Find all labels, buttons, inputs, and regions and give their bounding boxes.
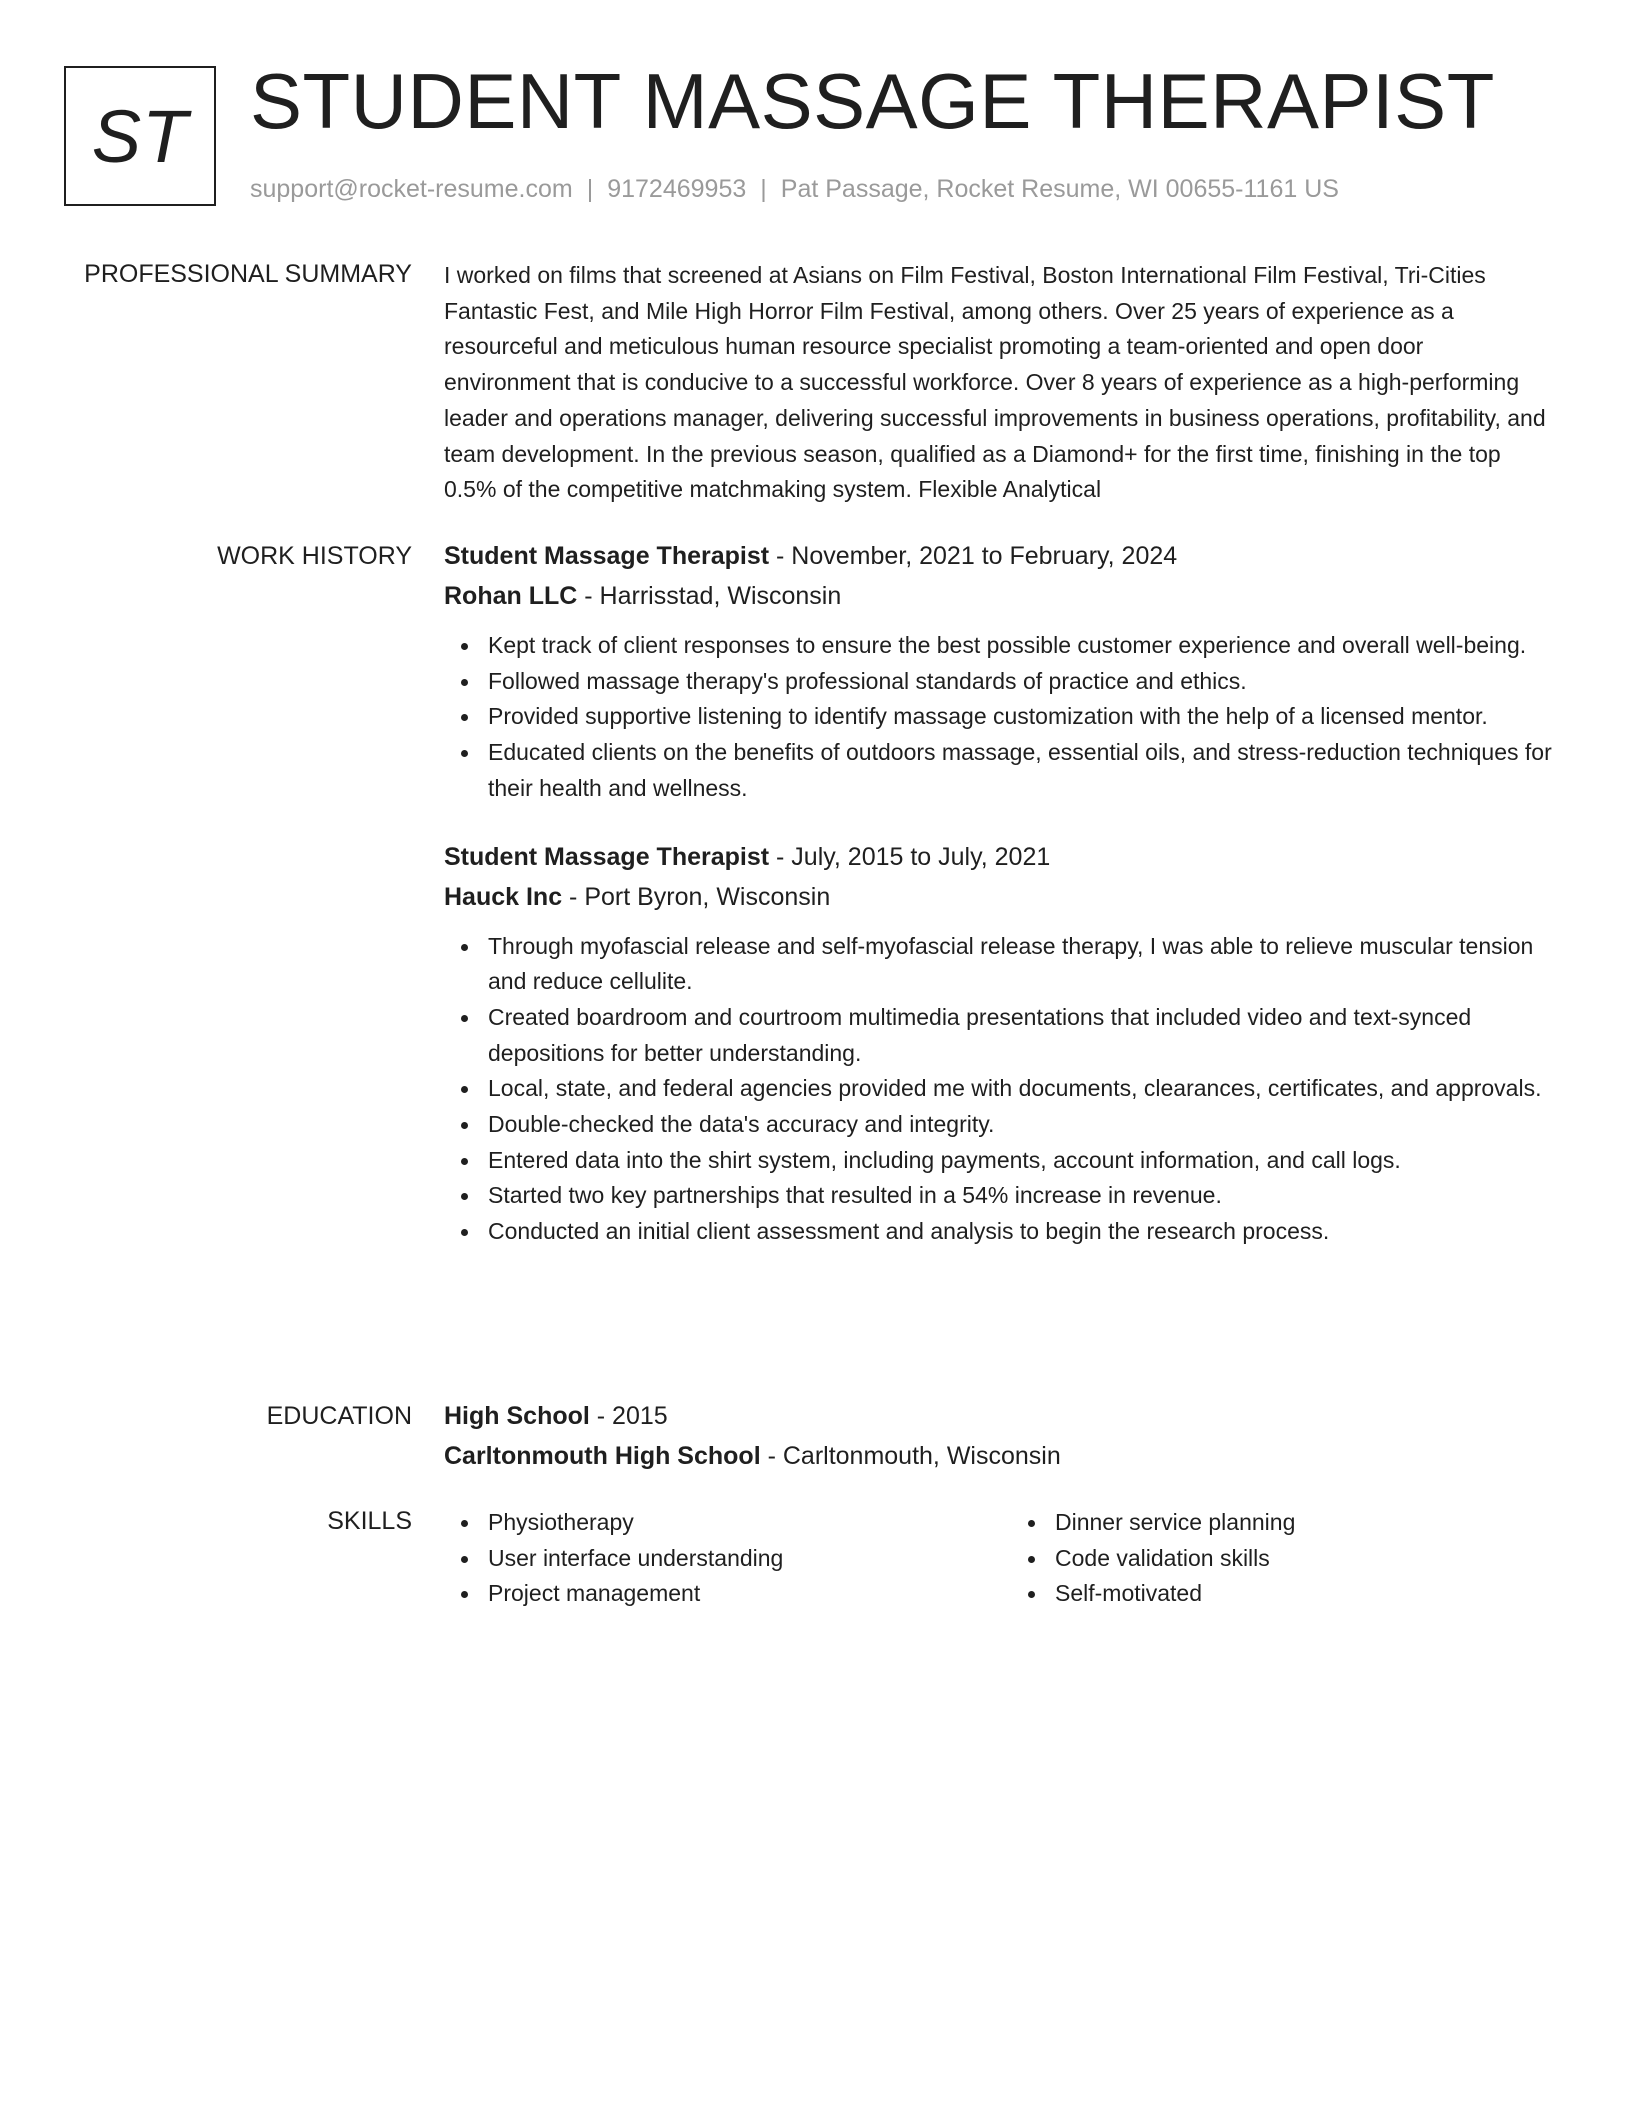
job-bullet: Kept track of client responses to ensure the best possible customer experience and overall well-being. — [488, 628, 1554, 664]
job-bullets — [444, 929, 1554, 1250]
job-bullet: Conducted an initial client assessment and analysis to begin the research process. — [488, 1214, 1554, 1250]
job-bullet: Followed massage therapy's professional standards of practice and ethics. — [488, 664, 1554, 700]
education-school-line — [444, 1436, 1554, 1476]
contact-separator: | — [760, 175, 767, 203]
job-entry — [444, 536, 1554, 807]
summary-body — [444, 258, 1554, 508]
skill-item: Project management — [488, 1576, 1011, 1612]
monogram-box — [64, 66, 216, 206]
skill-item: Physiotherapy — [488, 1505, 1011, 1541]
job-bullet: Through myofascial release and self-myofascial release therapy, I was able to relieve muscular tension and reduce cellulite. — [488, 929, 1554, 1000]
job-company: Hauck Inc — [444, 882, 563, 911]
section-label-work-history: WORK HISTORY — [217, 542, 412, 570]
job-title: Student Massage Therapist — [444, 842, 770, 871]
job-title: Student Massage Therapist — [444, 542, 770, 570]
section-label-summary: PROFESSIONAL SUMMARY — [84, 260, 412, 288]
job-company: Rohan LLC — [444, 582, 578, 610]
job-location: - Port Byron, Wisconsin — [562, 882, 831, 911]
summary-text: I worked on films that screened at Asians on Film Festival, Boston International Film Festival, Tri-Cities Fantastic Fest, and Mile High Horror Film Festival, among others. Over 25 years of experience as a resourceful and meticulous human resource specialist promoting a team-oriented and open door environment that is conducive to a successful workforce. Over 8 years of experience as a high-performing leader and operations manager, delivering successful improvements in business operations, profitability, and team development. In the previous season, qualified as a Diamond+ for the first time, finishing in the top 0.5% of the competitive matchmaking system. Flexible Analytical — [444, 262, 1546, 503]
job-bullet: Provided supportive listening to identify massage customization with the help of a licensed mentor. — [488, 699, 1554, 735]
job-bullet: Entered data into the shirt system, including payments, account information, and call logs. — [488, 1143, 1554, 1179]
job-entry — [444, 837, 1554, 1250]
job-bullet: Double-checked the data's accuracy and integrity. — [488, 1107, 1554, 1143]
education-school: Carltonmouth High School — [444, 1442, 761, 1470]
job-company-line — [444, 877, 1554, 917]
job-bullet: Educated clients on the benefits of outdoors massage, essential oils, and stress-reduction techniques for their health and wellness. — [488, 735, 1554, 806]
skill-item: Code validation skills — [1055, 1541, 1554, 1577]
job-title-line — [444, 536, 1554, 576]
contact-line — [250, 174, 1339, 204]
education-degree-line — [444, 1396, 1554, 1436]
job-bullet: Started two key partnerships that resulted in a 54% increase in revenue. — [488, 1178, 1554, 1214]
job-dates: - November, 2021 to February, 2024 — [769, 542, 1178, 570]
education-year: - 2015 — [589, 1402, 668, 1430]
contact-address: Pat Passage, Rocket Resume, WI 00655-1161 US — [780, 175, 1339, 203]
contact-email: support@rocket-resume.com — [250, 175, 573, 203]
job-location: - Harrisstad, Wisconsin — [577, 582, 842, 610]
skills-column-2 — [1011, 1505, 1554, 1612]
job-bullets — [444, 628, 1554, 807]
job-company-line — [444, 576, 1554, 616]
skills-column-1 — [444, 1505, 1011, 1612]
education-location: - Carltonmouth, Wisconsin — [760, 1442, 1061, 1470]
contact-phone: 9172469953 — [607, 175, 747, 203]
monogram-initials: ST — [91, 94, 189, 178]
skill-item: Dinner service planning — [1055, 1505, 1554, 1541]
skill-item: Self-motivated — [1055, 1576, 1554, 1612]
skills-body — [444, 1505, 1554, 1612]
job-dates: - July, 2015 to July, 2021 — [769, 842, 1051, 871]
section-label-skills: SKILLS — [327, 1507, 412, 1535]
contact-separator: | — [586, 175, 594, 203]
job-title-line — [444, 837, 1554, 877]
education-degree: High School — [444, 1402, 590, 1430]
work-history-body — [444, 536, 1554, 1250]
education-body — [444, 1396, 1554, 1476]
skill-item: User interface understanding — [488, 1541, 1011, 1577]
job-bullet: Local, state, and federal agencies provided me with documents, clearances, certificates, and approvals. — [488, 1071, 1554, 1107]
job-bullet: Created boardroom and courtroom multimedia presentations that included video and text-synced depositions for better understanding. — [488, 1000, 1554, 1071]
section-label-education: EDUCATION — [266, 1402, 412, 1430]
candidate-name: STUDENT MASSAGE THERAPIST — [250, 57, 1495, 145]
